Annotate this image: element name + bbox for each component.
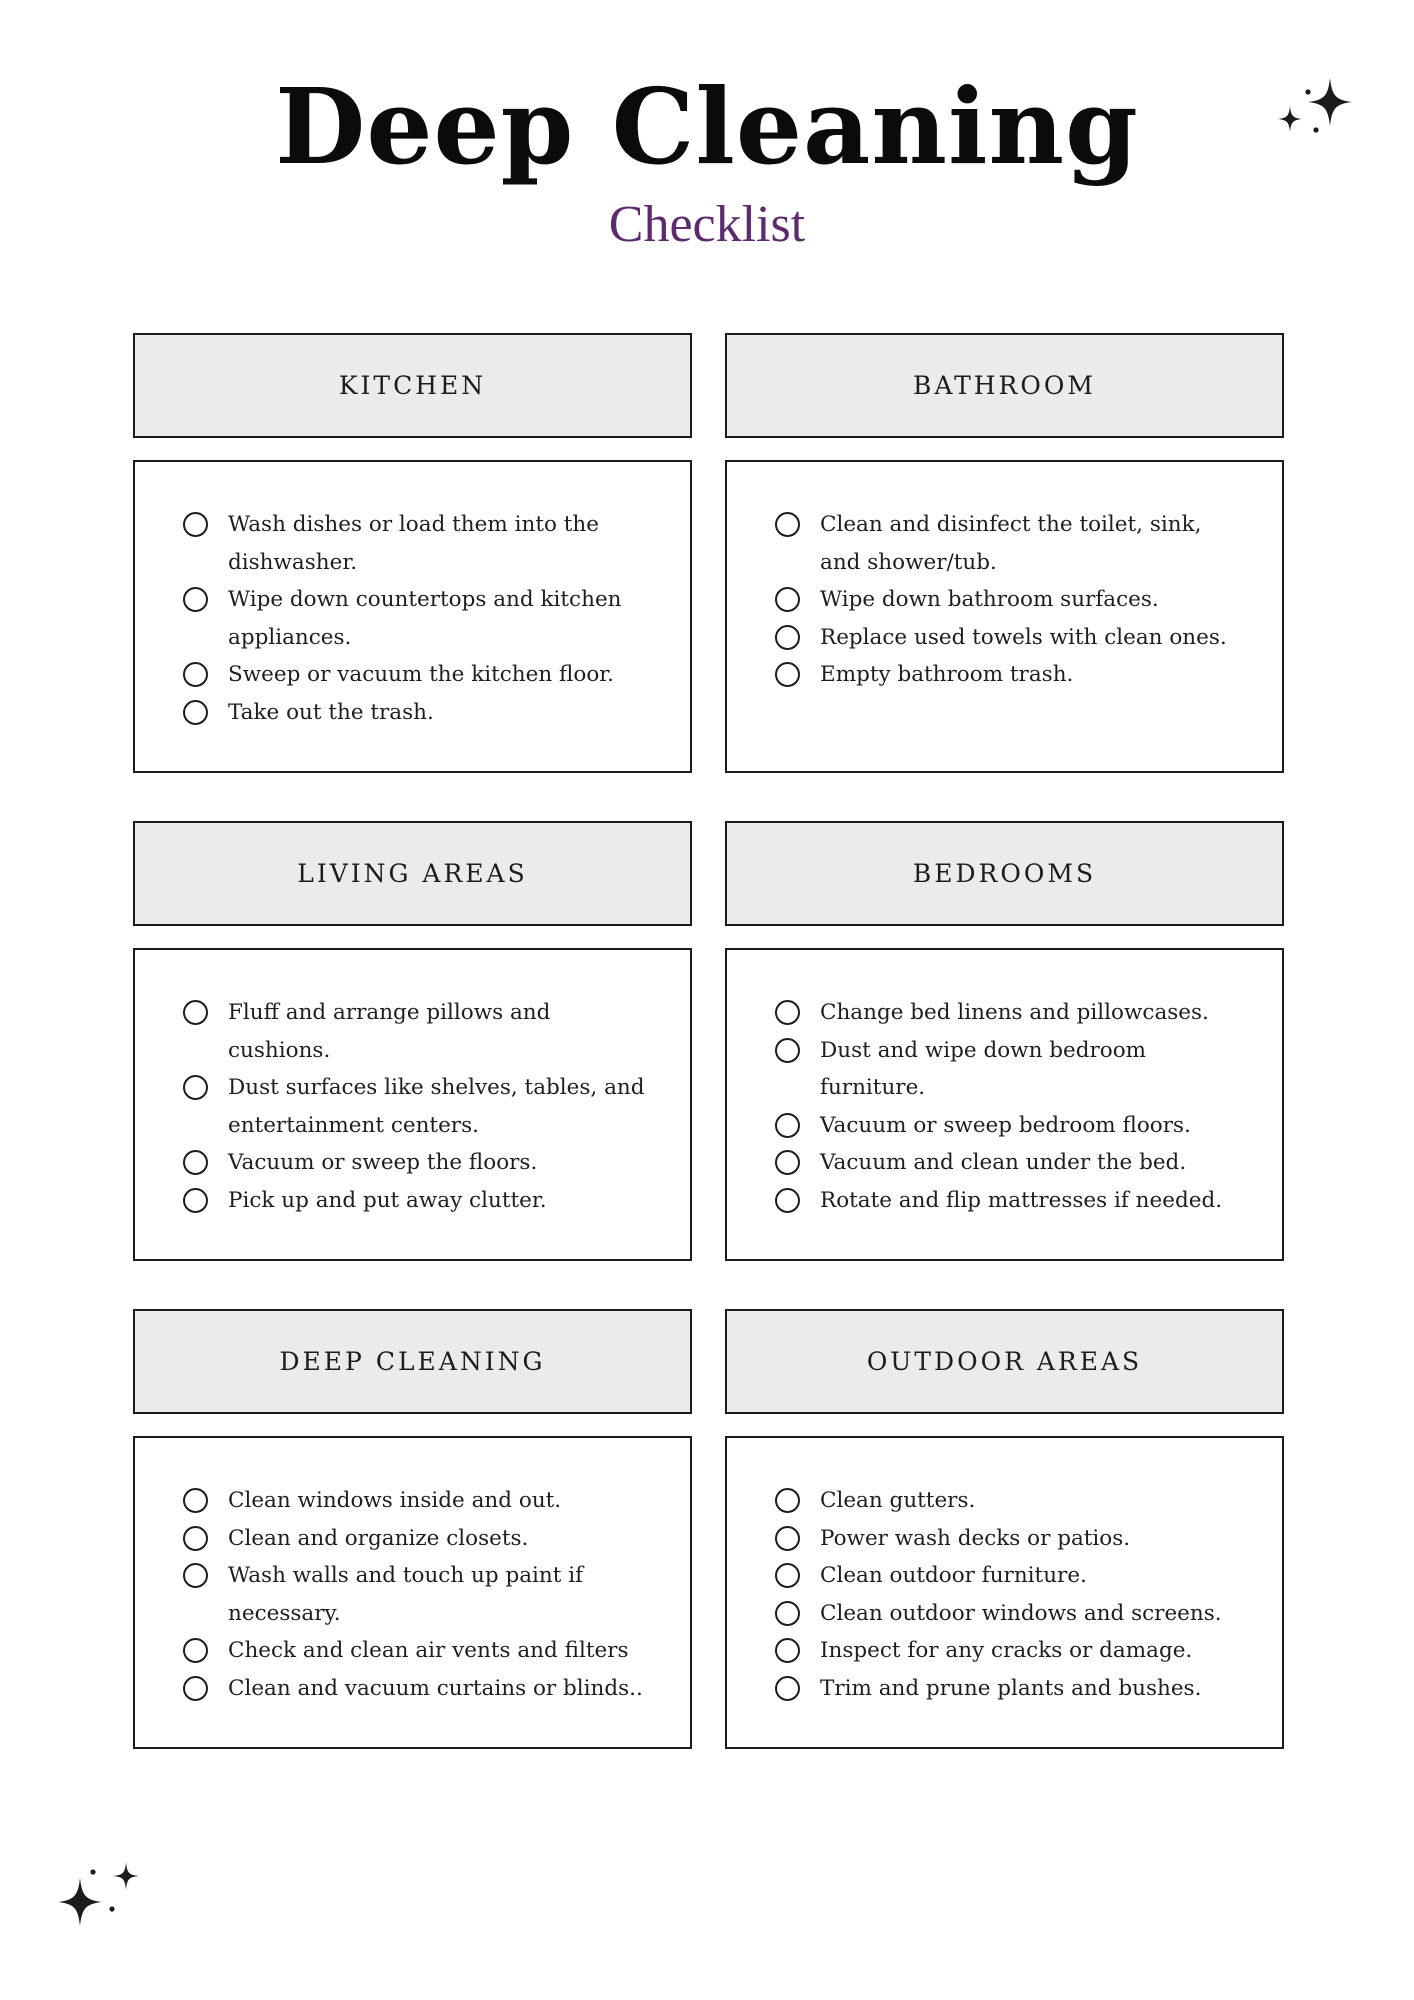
checkbox-circle-icon[interactable] [775, 1676, 800, 1701]
checkbox-circle-icon[interactable] [775, 1188, 800, 1213]
checkbox-circle-icon[interactable] [183, 1638, 208, 1663]
task-list [183, 1482, 650, 1707]
task-label: Check and clean air vents and filters [228, 1638, 629, 1663]
list-item [775, 1632, 1242, 1670]
section-body-deep-cleaning [133, 1436, 692, 1749]
sparkle-icon [1270, 74, 1360, 144]
section-body-bathroom [725, 460, 1284, 773]
checkbox-circle-icon[interactable] [775, 1150, 800, 1175]
checkbox-circle-icon[interactable] [775, 512, 800, 537]
sparkle-icon [56, 1860, 146, 1940]
checkbox-circle-icon[interactable] [183, 1488, 208, 1513]
task-label: Clean outdoor windows and screens. [820, 1600, 1222, 1626]
checkbox-circle-icon[interactable] [775, 1038, 800, 1063]
task-list [183, 506, 650, 731]
list-item [183, 994, 650, 1069]
task-label: Power wash decks or patios. [820, 1525, 1131, 1551]
section-body-kitchen [133, 460, 692, 773]
task-list [775, 1482, 1242, 1707]
list-item [775, 619, 1242, 657]
checkbox-circle-icon[interactable] [775, 1113, 800, 1138]
section-header-living-areas: LIVING AREAS [133, 821, 692, 926]
checkbox-circle-icon[interactable] [183, 700, 208, 725]
task-label: Empty bathroom trash. [820, 662, 1074, 687]
task-label: Clean and vacuum curtains or blinds.. [228, 1675, 643, 1701]
list-item [183, 1069, 650, 1144]
checkbox-circle-icon[interactable] [775, 662, 800, 687]
list-item [775, 506, 1242, 581]
task-list [775, 506, 1242, 694]
list-item [183, 1482, 650, 1520]
task-label: Replace used towels with clean ones. [820, 624, 1227, 650]
task-list [775, 994, 1242, 1219]
list-item [775, 1520, 1242, 1558]
section-kitchen [133, 333, 692, 773]
list-item [775, 1595, 1242, 1633]
task-label: Clean and organize closets. [228, 1525, 529, 1551]
task-label: Wipe down bathroom surfaces. [820, 587, 1159, 612]
task-label: Inspect for any cracks or damage. [820, 1638, 1193, 1663]
page-subtitle: Checklist [608, 196, 806, 253]
section-header-bedrooms: BEDROOMS [725, 821, 1284, 926]
list-item [183, 1670, 650, 1708]
checkbox-circle-icon[interactable] [183, 1075, 208, 1100]
checkbox-circle-icon[interactable] [183, 1676, 208, 1701]
checkbox-circle-icon[interactable] [775, 587, 800, 612]
section-bathroom [725, 333, 1284, 773]
list-item [775, 1144, 1242, 1182]
checkbox-circle-icon[interactable] [775, 625, 800, 650]
list-item [183, 694, 650, 732]
task-list [183, 994, 650, 1219]
section-body-bedrooms [725, 948, 1284, 1261]
task-label: Clean outdoor furniture. [820, 1563, 1087, 1588]
checkbox-circle-icon[interactable] [775, 1000, 800, 1025]
list-item [775, 581, 1242, 619]
page-title: Deep Cleaning [275, 65, 1139, 188]
section-body-living-areas [133, 948, 692, 1261]
list-item [775, 1557, 1242, 1595]
list-item [183, 581, 650, 656]
section-outdoor-areas [725, 1309, 1284, 1749]
checkbox-circle-icon[interactable] [775, 1638, 800, 1663]
task-label: Wipe down countertops and kitchen appliances. [228, 587, 622, 650]
section-header-deep-cleaning: DEEP CLEANING [133, 1309, 692, 1414]
task-label: Change bed linens and pillowcases. [820, 1000, 1209, 1025]
list-item [183, 1520, 650, 1558]
checkbox-circle-icon[interactable] [183, 587, 208, 612]
section-living-areas [133, 821, 692, 1261]
sections-grid [133, 333, 1284, 1749]
task-label: Vacuum or sweep the floors. [228, 1150, 538, 1175]
checkbox-circle-icon[interactable] [775, 1526, 800, 1551]
task-label: Fluff and arrange pillows and cushions. [228, 1000, 551, 1063]
task-label: Vacuum and clean under the bed. [820, 1150, 1187, 1175]
checkbox-circle-icon[interactable] [775, 1488, 800, 1513]
list-item [183, 656, 650, 694]
checkbox-circle-icon[interactable] [775, 1563, 800, 1588]
section-header-outdoor-areas: OUTDOOR AREAS [725, 1309, 1284, 1414]
task-label: Dust and wipe down bedroom furniture. [820, 1037, 1147, 1100]
section-header-bathroom: BATHROOM [725, 333, 1284, 438]
list-item [183, 506, 650, 581]
list-item [775, 1107, 1242, 1145]
checkbox-circle-icon[interactable] [183, 1563, 208, 1588]
task-label: Wash walls and touch up paint if necessary. [228, 1563, 584, 1626]
task-label: Rotate and flip mattresses if needed. [820, 1187, 1223, 1213]
section-deep-cleaning [133, 1309, 692, 1749]
list-item [775, 994, 1242, 1032]
task-label: Vacuum or sweep bedroom floors. [820, 1112, 1191, 1138]
task-label: Pick up and put away clutter. [228, 1187, 547, 1213]
checkbox-circle-icon[interactable] [183, 1000, 208, 1025]
list-item [775, 1482, 1242, 1520]
checkbox-circle-icon[interactable] [183, 1150, 208, 1175]
task-label: Clean windows inside and out. [228, 1488, 562, 1513]
checkbox-circle-icon[interactable] [183, 512, 208, 537]
list-item [775, 1670, 1242, 1708]
task-label: Clean and disinfect the toilet, sink, and shower/tub. [820, 512, 1202, 575]
task-label: Dust surfaces like shelves, tables, and entertainment centers. [228, 1075, 645, 1138]
list-item [183, 1632, 650, 1670]
task-label: Take out the trash. [228, 699, 434, 725]
task-label: Wash dishes or load them into the dishwasher. [228, 512, 599, 575]
task-label: Sweep or vacuum the kitchen floor. [228, 662, 615, 687]
section-bedrooms [725, 821, 1284, 1261]
checkbox-circle-icon[interactable] [775, 1601, 800, 1626]
checkbox-circle-icon[interactable] [183, 1526, 208, 1551]
checkbox-circle-icon[interactable] [183, 1188, 208, 1213]
section-body-outdoor-areas [725, 1436, 1284, 1749]
list-item [183, 1144, 650, 1182]
task-label: Trim and prune plants and bushes. [820, 1675, 1202, 1701]
section-header-kitchen: KITCHEN [133, 333, 692, 438]
list-item [775, 1182, 1242, 1220]
list-item [775, 1032, 1242, 1107]
checkbox-circle-icon[interactable] [183, 662, 208, 687]
task-label: Clean gutters. [820, 1488, 976, 1513]
list-item [775, 656, 1242, 694]
list-item [183, 1557, 650, 1632]
list-item [183, 1182, 650, 1220]
